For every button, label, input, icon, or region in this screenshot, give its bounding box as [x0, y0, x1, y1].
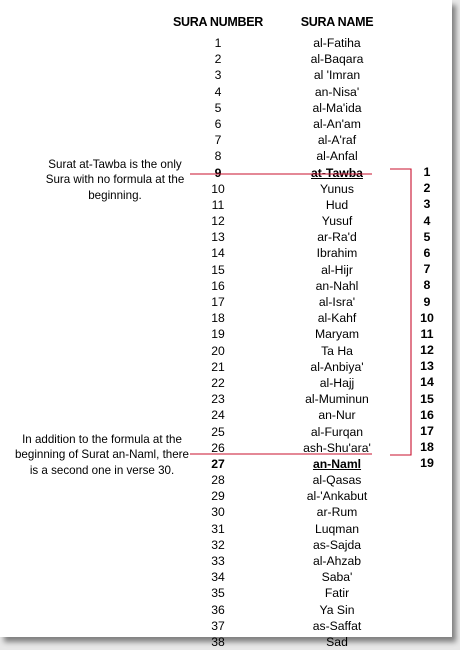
count-label: 16 [420, 407, 434, 422]
sura-number: 21 [211, 359, 225, 374]
sura-number: 16 [211, 278, 225, 293]
sura-number: 29 [211, 489, 225, 504]
sura-number: 35 [211, 586, 225, 601]
sura-name: Yunus [320, 181, 354, 196]
sura-name: Ta Ha [321, 343, 353, 358]
count-label: 14 [420, 375, 434, 390]
count-label: 12 [420, 343, 434, 358]
sura-number: 12 [211, 214, 225, 229]
sura-name: Ibrahim [316, 246, 358, 261]
sura-number: 4 [214, 84, 222, 99]
sura-number: 7 [214, 133, 222, 148]
sura-number-column [158, 35, 278, 650]
sura-number: 19 [211, 327, 225, 342]
sura-number: 31 [211, 521, 225, 536]
sura-name: al-Furqan [310, 424, 364, 439]
sura-number: 9 [214, 165, 222, 180]
sura-name: al-A'raf [317, 133, 357, 148]
count-label: 6 [423, 245, 431, 260]
count-label: 8 [423, 278, 431, 293]
count-label: 18 [420, 440, 434, 455]
sura-name: an-Naml [312, 456, 362, 471]
sura-number: 2 [214, 52, 222, 67]
sura-number: 24 [211, 408, 225, 423]
sura-name: al-An'am [313, 116, 361, 131]
sura-number: 27 [211, 456, 225, 471]
sura-number: 15 [211, 262, 225, 277]
sura-name: Sad [326, 634, 348, 649]
sura-name: as-Saffat [312, 618, 362, 633]
sura-name-column [277, 35, 397, 650]
sura-name: al-Ahzab [312, 554, 362, 568]
sura-name: Luqman [314, 521, 360, 536]
sura-number: 13 [211, 230, 225, 245]
sura-name-header: SURA NAME [300, 15, 374, 29]
count-label: 9 [423, 294, 431, 309]
sura-number: 28 [211, 473, 225, 488]
sura-number: 3 [214, 68, 222, 83]
sura-name: an-Nisa' [314, 84, 360, 99]
sura-number: 8 [214, 149, 222, 164]
sura-name: ash-Shu'ara' [303, 440, 371, 455]
sura-number: 38 [211, 634, 225, 649]
sura-name: al-Baqara [310, 52, 364, 67]
count-label: 10 [420, 310, 434, 325]
sura-name: Ya Sin [319, 602, 355, 617]
count-label: 15 [420, 391, 434, 406]
sura-name: Maryam [314, 327, 359, 342]
sura-number: 20 [211, 343, 225, 358]
sura-number: 1 [214, 36, 222, 50]
sura-name: al-Anbiya' [310, 359, 364, 374]
sura-name: al-Qasas [312, 473, 362, 488]
count-label: 4 [423, 213, 431, 228]
sura-name: Yusuf [321, 214, 353, 229]
count-label: 1 [423, 165, 431, 179]
count-label: 19 [420, 456, 434, 471]
sura-name: al-Hijr [321, 262, 353, 277]
sura-name: al-Hajj [319, 375, 355, 390]
sura-number: 17 [211, 295, 225, 309]
count-label: 11 [420, 326, 434, 341]
naml-note: In addition to the formula at the beginning of Surat an-Naml, there is a second one in verse 30. [14, 433, 189, 477]
sura-number: 5 [214, 100, 222, 115]
sura-number: 11 [211, 197, 225, 212]
sura-name: ar-Rum [316, 505, 358, 520]
count-label: 3 [423, 197, 431, 212]
count-label: 17 [420, 424, 434, 438]
sura-name: an-Nur [318, 408, 356, 423]
tawba-note: Surat at-Tawba is the only Sura with no formula at the beginning. [45, 158, 185, 202]
sura-name: al 'Imran [313, 68, 361, 83]
sura-number: 25 [211, 424, 225, 439]
count-column [413, 164, 441, 472]
sura-number: 23 [211, 392, 225, 407]
sura-name: as-Sajda [312, 537, 362, 552]
sura-number: 37 [211, 618, 225, 633]
sura-name: ar-Ra'd [317, 230, 357, 245]
sura-name: al-Isra' [318, 295, 356, 309]
sura-number: 18 [211, 311, 225, 326]
sura-number: 30 [211, 505, 225, 520]
count-label: 13 [420, 359, 434, 374]
sura-number: 36 [211, 602, 225, 617]
sura-name: Saba' [321, 570, 353, 585]
sura-name: al-'Ankabut [306, 489, 368, 504]
count-label: 5 [423, 229, 431, 244]
sura-name: al-Fatiha [313, 36, 361, 50]
sura-number: 10 [211, 181, 225, 196]
sura-name: Fatir [324, 586, 350, 601]
sura-number: 22 [211, 375, 225, 390]
sura-number: 26 [211, 440, 225, 455]
sura-name: al-Ma'ida [312, 100, 362, 115]
sura-number: 34 [211, 570, 225, 585]
count-label: 2 [423, 181, 431, 196]
sura-name: an-Nahl [315, 278, 359, 293]
sura-number: 6 [214, 116, 222, 131]
sura-name: at-Tawba [311, 165, 363, 180]
sura-number-header: SURA NUMBER [173, 15, 263, 29]
sura-name: al-Anfal [316, 149, 358, 164]
sura-number: 32 [211, 537, 225, 552]
sura-number: 33 [211, 554, 225, 568]
sura-name: al-Kahf [317, 311, 357, 326]
sura-number: 14 [211, 246, 225, 261]
count-label: 7 [423, 262, 431, 277]
sura-name: Hud [325, 197, 349, 212]
sura-name: al-Muminun [305, 392, 369, 407]
